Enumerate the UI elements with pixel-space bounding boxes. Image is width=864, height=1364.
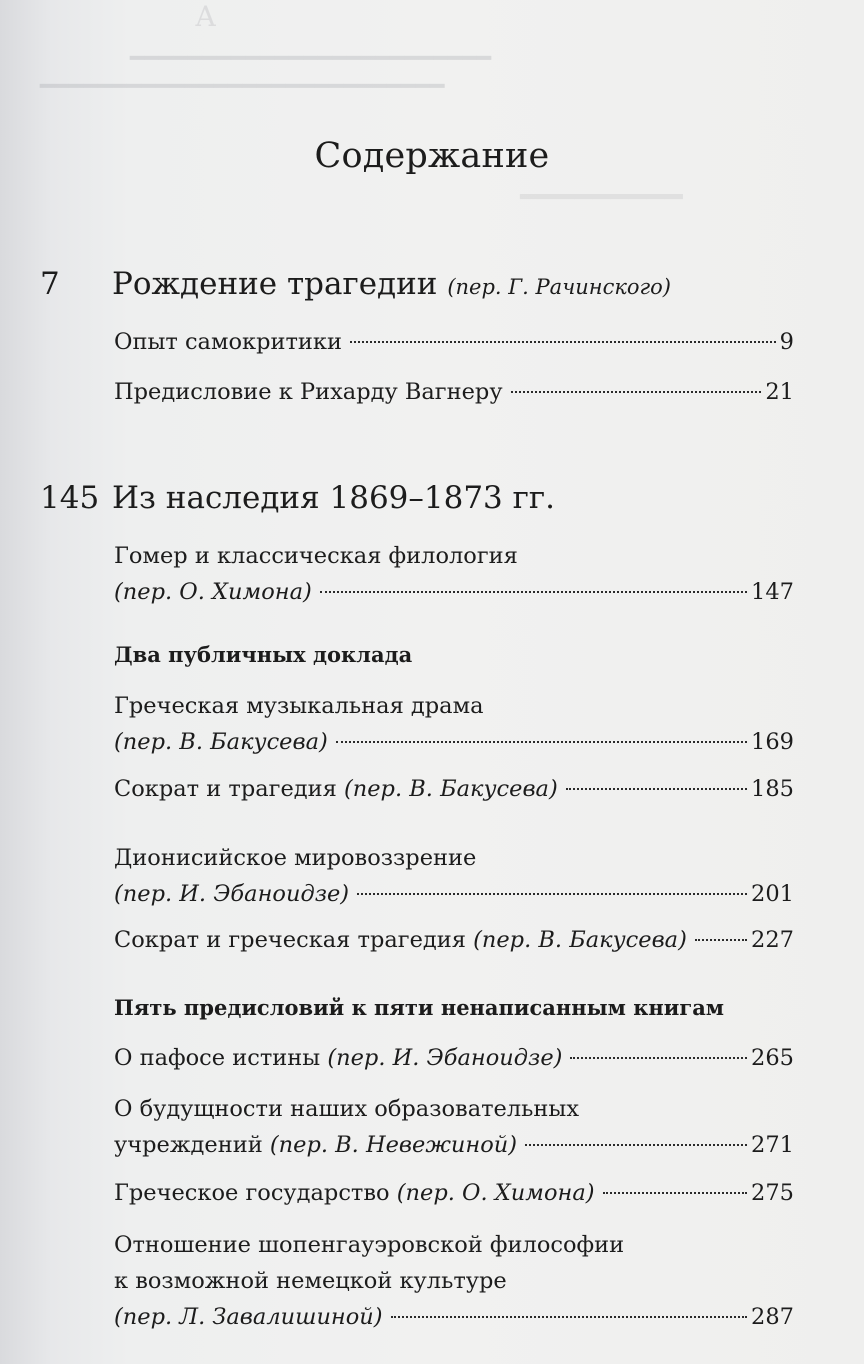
- dot-leader: [570, 1057, 747, 1059]
- entry-title-continued: учреждений (пер. В. Невежиной): [114, 1132, 518, 1158]
- toc-entry[interactable]: [114, 1175, 794, 1211]
- toc-entry[interactable]: [114, 688, 794, 760]
- entry-title: Гомер и классическая филология: [114, 543, 518, 569]
- dot-leader: [320, 591, 747, 593]
- entry-page-number: 169: [751, 729, 794, 755]
- section-heading: Пять предисловий к пяти ненаписанным книгам: [114, 995, 725, 1020]
- entry-title: Отношение шопенгауэровской философии: [114, 1232, 625, 1258]
- entry-title: Греческое государство (пер. О. Химона): [114, 1180, 595, 1206]
- dot-leader: [357, 893, 747, 895]
- entry-title: О пафосе истины (пер. И. Эбаноидзе): [114, 1045, 563, 1071]
- entry-page-number: 275: [751, 1180, 794, 1206]
- part-page-number: 7: [40, 266, 60, 302]
- toc-entry[interactable]: [114, 771, 794, 807]
- entry-translator: (пер. О. Химона): [114, 579, 312, 605]
- section-heading: Два публичных доклада: [114, 642, 413, 667]
- entry-page-number: 201: [751, 881, 794, 907]
- show-through-text: ━━━━━━━━━: [520, 180, 683, 215]
- dot-leader: [391, 1316, 747, 1318]
- toc-entry[interactable]: [114, 324, 794, 360]
- entry-title: Греческая музыкальная драма: [114, 693, 484, 719]
- entry-title: Опыт самокритики: [114, 329, 342, 355]
- dot-leader: [566, 788, 747, 790]
- dot-leader: [350, 341, 776, 343]
- entry-translator: (пер. О. Химона): [396, 1180, 595, 1206]
- toc-entry[interactable]: [114, 1227, 794, 1335]
- dot-leader: [336, 741, 747, 743]
- toc-entry[interactable]: [114, 374, 794, 410]
- entry-translator: (пер. В. Бакусева): [114, 729, 328, 755]
- entry-page-number: 227: [751, 927, 794, 953]
- toc-entry[interactable]: [114, 1040, 794, 1076]
- entry-translator: (пер. В. Невежиной): [269, 1132, 518, 1158]
- dot-leader: [511, 391, 762, 393]
- entry-translator: (пер. Л. Завалишиной): [114, 1304, 383, 1330]
- entry-page-number: 265: [751, 1045, 794, 1071]
- entry-page-number: 21: [765, 379, 794, 405]
- entry-title: Предисловие к Рихарду Вагнеру: [114, 379, 503, 405]
- toc-entry[interactable]: [114, 1091, 794, 1163]
- entry-translator: (пер. В. Бакусева): [473, 927, 687, 953]
- entry-translator: (пер. В. Бакусева): [343, 776, 558, 802]
- part-translator: (пер. Г. Рачинского): [447, 275, 672, 299]
- entry-title: Сократ и греческая трагедия (пер. В. Бакусева): [114, 927, 687, 953]
- entry-title: О будущности наших образовательных: [114, 1096, 580, 1122]
- entry-page-number: 287: [751, 1304, 794, 1330]
- toc-entry[interactable]: [114, 922, 794, 958]
- dot-leader: [525, 1144, 747, 1146]
- entry-translator: (пер. И. Эбаноидзе): [327, 1045, 563, 1071]
- dot-leader: [695, 939, 747, 941]
- entry-page-number: 185: [751, 776, 794, 802]
- dot-leader: [603, 1192, 748, 1194]
- entry-page-number: 147: [751, 579, 794, 605]
- part-page-number: 145: [40, 480, 100, 516]
- entry-title: Дионисийское мировоззрение: [114, 845, 477, 871]
- page-title: Содержание: [314, 136, 550, 176]
- entry-translator: (пер. И. Эбаноидзе): [114, 881, 350, 907]
- toc-entry[interactable]: [114, 840, 794, 912]
- part-title: Из наследия 1869–1873 гг.: [112, 480, 555, 516]
- show-through-text: А: [195, 0, 217, 33]
- toc-entry[interactable]: [114, 538, 794, 610]
- show-through-text: ━━━━━━━━━━━━━━━━━━━━━━━━━━━━: [40, 72, 445, 100]
- entry-title-continued: к возможной немецкой культуре: [114, 1268, 507, 1294]
- entry-page-number: 271: [751, 1132, 794, 1158]
- entry-title: Сократ и трагедия (пер. В. Бакусева): [114, 776, 558, 802]
- entry-page-number: 9: [779, 329, 794, 355]
- show-through-text: ━━━━━━━━━━━━━━━━━━━━━━━━━: [130, 44, 492, 72]
- part-title: Рождение трагедии (пер. Г. Рачинского): [112, 266, 672, 302]
